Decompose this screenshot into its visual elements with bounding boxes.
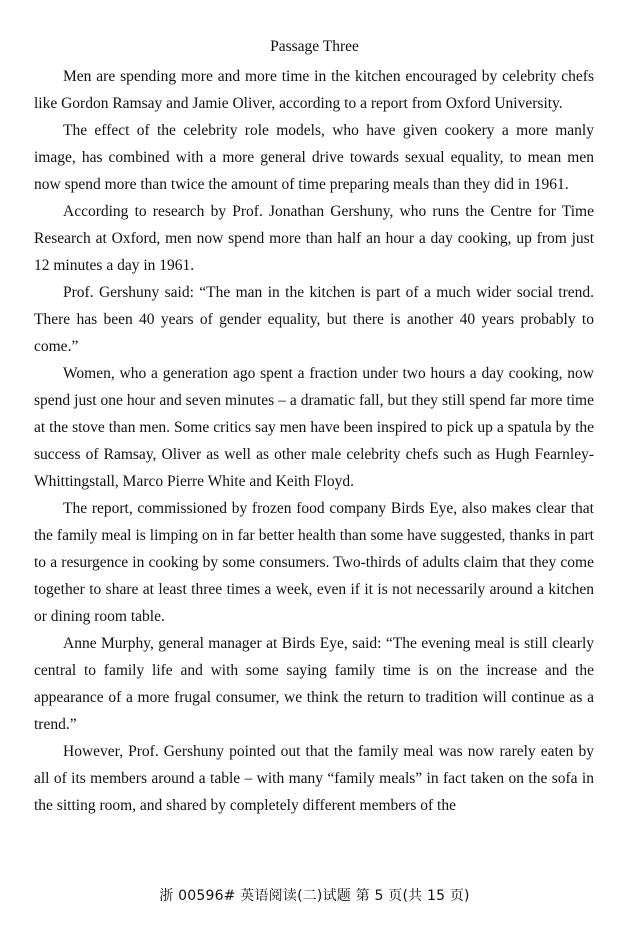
passage-title: Passage Three (270, 38, 359, 55)
paragraph-5: Women, who a generation ago spent a fraction under two hours a day cooking, now spend just one hour and seven minutes – a dramatic fall, but they still spend far more time at the stove than men. Some critics say men have been inspired to pick up a spatula by the success of Ramsay, Oliver as well as other male celebrity chefs such as Hugh Fearnley-Whittingstall, Marco Pierre White and Keith Floyd. (34, 365, 594, 490)
paragraph-6: The report, commissioned by frozen food company Birds Eye, also makes clear that the family meal is limping on in far better health than some have suggested, thanks in part to a resurgence in cooking by some consumers. Two-thirds of adults claim that they come together to share at least three times a week, even if it is not necessarily around a kitchen or dining room table. (34, 500, 594, 625)
page-footer: 浙 00596# 英语阅读(二)试题 第 5 页(共 15 页) (159, 888, 470, 904)
passage-body (34, 63, 594, 819)
paragraph-8: However, Prof. Gershuny pointed out that the family meal was now rarely eaten by all of its members around a table – with many “family meals” in fact taken on the sofa in the sitting room, and shared by completely different members of the (34, 743, 594, 814)
paragraph-2: The effect of the celebrity role models, who have given cookery a more manly image, has combined with a more general drive towards sexual equality, to mean men now spend more than twice the amount of time preparing meals than they did in 1961. (34, 122, 594, 193)
paragraph-7: Anne Murphy, general manager at Birds Eye, said: “The evening meal is still clearly central to family life and with some saying family time is on the increase and the appearance of a more frugal consumer, we think the return to tradition will continue as a trend.” (34, 635, 594, 733)
paragraph-3: According to research by Prof. Jonathan Gershuny, who runs the Centre for Time Research at Oxford, men now spend more than half an hour a day cooking, up from just 12 minutes a day in 1961. (34, 203, 594, 274)
paragraph-4: Prof. Gershuny said: “The man in the kitchen is part of a much wider social trend. There has been 40 years of gender equality, but there is another 40 years probably to come.” (34, 284, 594, 355)
paragraph-1: Men are spending more and more time in the kitchen encouraged by celebrity chefs like Gordon Ramsay and Jamie Oliver, according to a report from Oxford University. (34, 68, 594, 112)
